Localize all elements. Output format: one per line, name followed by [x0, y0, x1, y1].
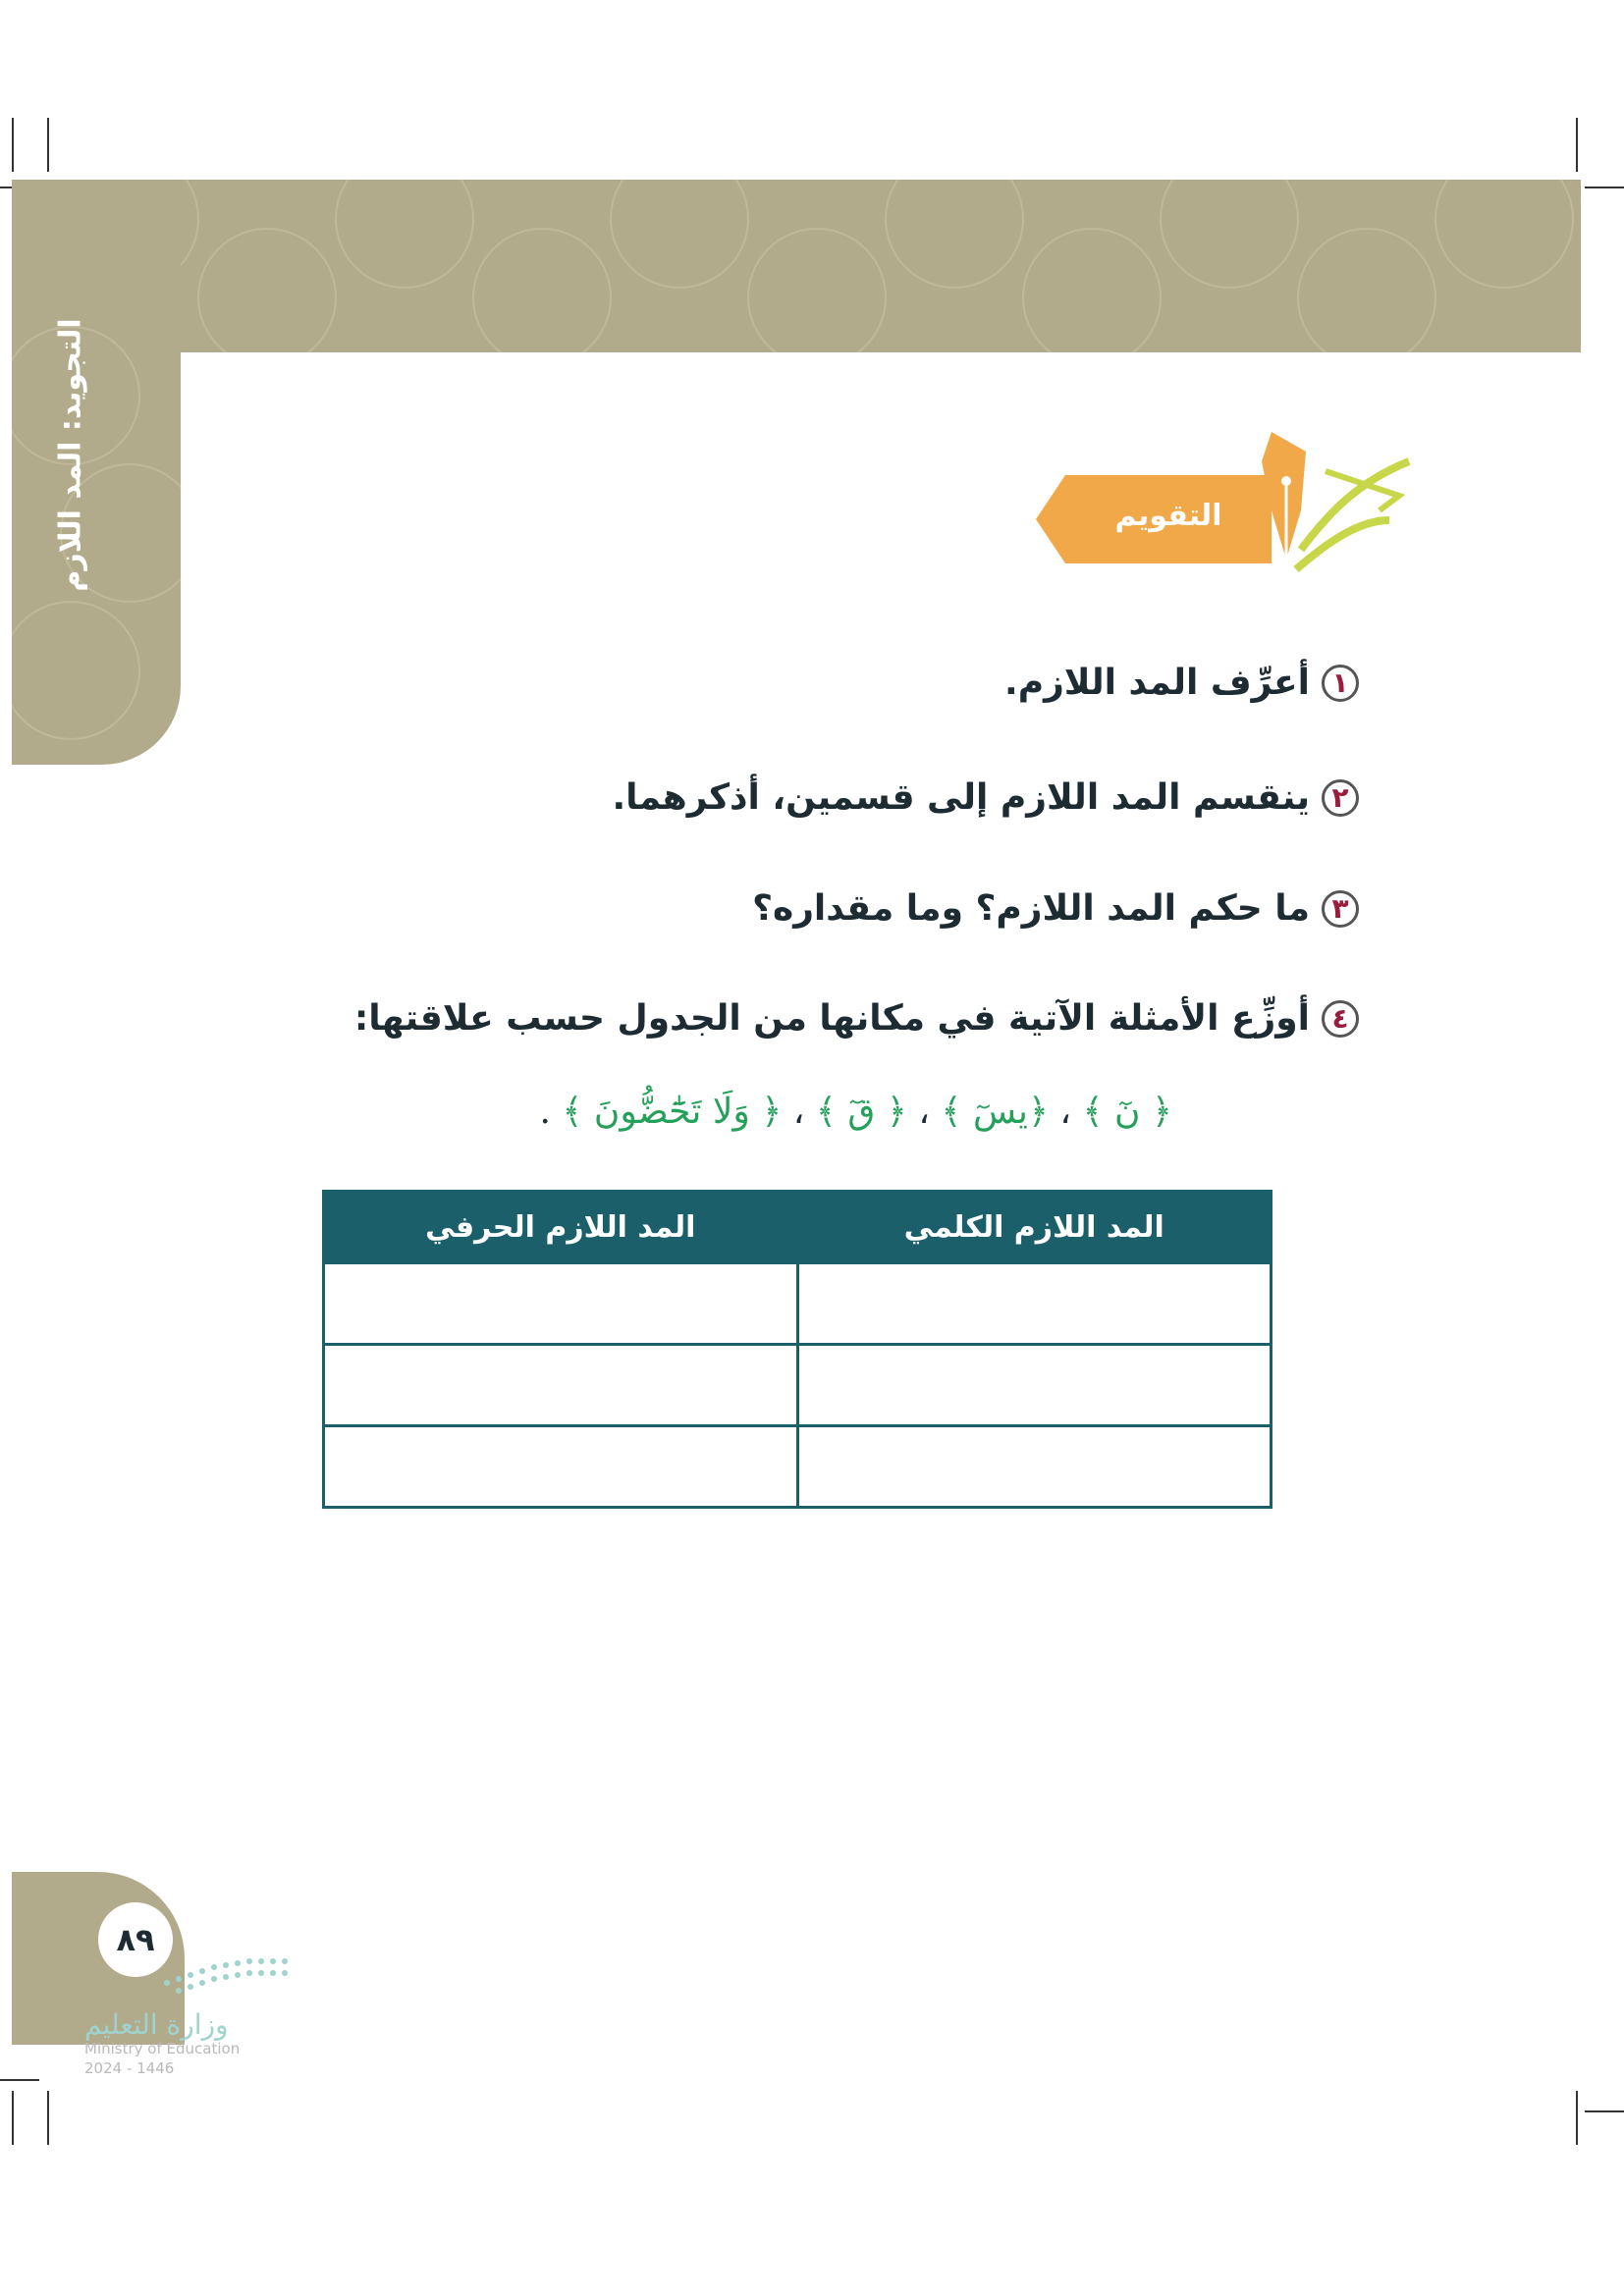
question-text: أوزِّع الأمثلة الآتية في مكانها من الجدول حسب علاقتها:: [353, 998, 1310, 1039]
crop-mark: [12, 118, 14, 172]
example-end: .: [539, 1092, 551, 1132]
table-row: [324, 1345, 1272, 1426]
table-cell[interactable]: [324, 1426, 798, 1508]
question-3: [752, 888, 1359, 929]
crop-mark: [47, 2091, 49, 2145]
ministry-year: 2024 - 1446: [84, 2059, 175, 2077]
section-header: [1036, 422, 1409, 579]
question-text: ينقسم المد اللازم إلى قسمين، أذكرهما.: [612, 777, 1310, 818]
crop-mark: [1585, 2110, 1624, 2112]
top-banner: [12, 180, 1581, 352]
example-separator: ،: [1059, 1092, 1072, 1132]
crop-mark: [1576, 118, 1578, 172]
column-header: المد اللازم الحرفي: [324, 1192, 798, 1263]
table-cell[interactable]: [797, 1263, 1272, 1345]
table-header-row: [324, 1192, 1272, 1263]
table-cell[interactable]: [797, 1345, 1272, 1426]
banner-pattern: [12, 180, 1581, 352]
question-number: ١: [1322, 665, 1359, 702]
example-separator: ،: [918, 1092, 930, 1132]
chapter-title: التجويد: المد اللازم: [53, 317, 88, 592]
chapter-side-tab: [12, 180, 181, 765]
examples-line: [539, 1092, 1172, 1132]
table-row: [324, 1426, 1272, 1508]
crop-mark: [12, 2091, 14, 2145]
crop-mark: [47, 118, 49, 172]
chapter-title-container: [12, 180, 130, 729]
ministry-logo-icon: [157, 1953, 295, 2002]
question-1: [1004, 663, 1359, 703]
crop-mark: [1576, 2091, 1578, 2145]
question-4: [354, 998, 1359, 1039]
question-text: أعرِّف المد اللازم.: [1004, 663, 1310, 703]
question-number: ٣: [1322, 890, 1359, 928]
question-number: ٤: [1322, 1000, 1359, 1038]
example-item: ﴿ نٓ ﴾: [1082, 1092, 1172, 1132]
classification-table: [322, 1190, 1272, 1509]
ministry-name-english: Ministry of Education: [84, 2040, 241, 2057]
example-separator: ،: [792, 1092, 805, 1132]
table-cell[interactable]: [797, 1426, 1272, 1508]
pen-icon: [1242, 422, 1419, 579]
section-header-label: التقويم: [1114, 499, 1222, 533]
table-cell[interactable]: [324, 1345, 798, 1426]
page-number: ٨٩: [98, 1902, 173, 1977]
question-number: ٢: [1322, 779, 1359, 817]
question-2: [612, 777, 1359, 818]
crop-mark: [1585, 187, 1624, 188]
column-header: المد اللازم الكلمي: [797, 1192, 1272, 1263]
example-item: ﴿ وَلَا تَحَٰٓضُّونَ ﴾: [562, 1092, 783, 1132]
example-item: ﴿يسٓ ﴾: [941, 1092, 1049, 1132]
question-text: ما حكم المد اللازم؟ وما مقداره؟: [752, 888, 1310, 929]
table-row: [324, 1263, 1272, 1345]
ministry-name-arabic: وزارة التعليم: [84, 2008, 229, 2041]
table-cell[interactable]: [324, 1263, 798, 1345]
crop-mark: [0, 2079, 39, 2081]
example-item: ﴿ قٓ ﴾: [815, 1092, 907, 1132]
